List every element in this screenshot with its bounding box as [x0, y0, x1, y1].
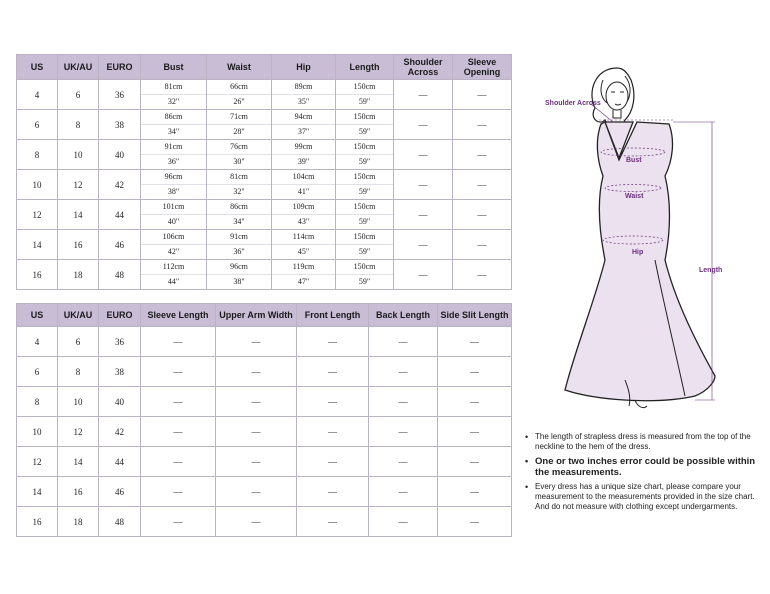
cell-bust-cm: 86cm: [141, 110, 206, 125]
dress-measurement-diagram: [525, 60, 765, 420]
cell-bust: [141, 260, 207, 290]
cell-hip: [272, 230, 336, 260]
cell-sleeve-opening: —: [453, 170, 512, 200]
cell-uk-au: 8: [58, 357, 99, 387]
waist-label: Waist: [625, 193, 644, 200]
cell-us: 6: [17, 110, 58, 140]
cell-back-length: —: [369, 327, 438, 357]
cell-hip-cm: 109cm: [272, 200, 335, 215]
cell-euro: 40: [99, 140, 141, 170]
cell-length: [336, 80, 394, 110]
table-row: [17, 170, 512, 200]
table-row: [17, 327, 512, 357]
cell-bust: [141, 110, 207, 140]
cell-waist: [207, 230, 272, 260]
cell-waist: [207, 260, 272, 290]
cell-euro: 46: [99, 477, 141, 507]
cell-bust-cm: 112cm: [141, 260, 206, 275]
cell-shoulder-across: —: [394, 140, 453, 170]
header-uk-au: UK/AU: [58, 304, 99, 327]
cell-waist-cm: 66cm: [207, 80, 271, 95]
cell-euro: 46: [99, 230, 141, 260]
cell-bust: [141, 80, 207, 110]
cell-hip: [272, 260, 336, 290]
cell-bust: [141, 200, 207, 230]
cell-waist-inch: 30": [233, 157, 245, 166]
dress-illustration: [525, 60, 765, 420]
header-us: US: [17, 55, 58, 80]
cell-waist-inch: 34": [233, 217, 245, 226]
cell-bust-inch: 44": [167, 277, 180, 286]
header-waist: Waist: [207, 55, 272, 80]
cell-bust-inch: 38": [167, 187, 180, 196]
table-row: [17, 140, 512, 170]
size-measurements-table: [16, 54, 512, 290]
cell-bust: [141, 230, 207, 260]
cell-uk-au: 18: [58, 260, 99, 290]
table-row: [17, 387, 512, 417]
cell-back-length: —: [369, 477, 438, 507]
cell-waist-cm: 71cm: [207, 110, 271, 125]
cell-waist-cm: 96cm: [207, 260, 271, 275]
table-row: [17, 80, 512, 110]
cell-length-inch: 59": [358, 247, 371, 256]
cell-side-slit-length: —: [438, 477, 512, 507]
cell-bust-cm: 106cm: [141, 230, 206, 245]
cell-waist: [207, 200, 272, 230]
header-uk-au: UK/AU: [58, 55, 99, 80]
cell-front-length: —: [297, 387, 369, 417]
cell-us: 14: [17, 477, 58, 507]
cell-uk-au: 10: [58, 387, 99, 417]
hip-label: Hip: [632, 249, 644, 256]
cell-uk-au: 12: [58, 417, 99, 447]
cell-hip-cm: 94cm: [272, 110, 335, 125]
header-shoulder-across: Shoulder Across: [394, 55, 453, 80]
cell-length-inch: 59": [358, 277, 371, 286]
cell-sleeve-opening: —: [453, 110, 512, 140]
cell-us: 16: [17, 260, 58, 290]
cell-uk-au: 14: [58, 447, 99, 477]
cell-waist-cm: 86cm: [207, 200, 271, 215]
cell-us: 8: [17, 140, 58, 170]
cell-bust-inch: 36": [167, 157, 180, 166]
cell-euro: 48: [99, 507, 141, 537]
cell-waist-inch: 26": [233, 97, 245, 106]
cell-sleeve-length: —: [141, 357, 216, 387]
header-us: US: [17, 304, 58, 327]
cell-shoulder-across: —: [394, 80, 453, 110]
cell-length-inch: 59": [358, 217, 371, 226]
cell-length-inch: 59": [358, 97, 371, 106]
cell-sleeve-length: —: [141, 387, 216, 417]
table-row: [17, 357, 512, 387]
cell-length-cm: 150cm: [336, 230, 393, 245]
cell-upper-arm-width: —: [216, 417, 297, 447]
cell-upper-arm-width: —: [216, 327, 297, 357]
cell-side-slit-length: —: [438, 447, 512, 477]
cell-us: 16: [17, 507, 58, 537]
cell-hip-inch: 43": [297, 217, 310, 226]
header-hip: Hip: [272, 55, 336, 80]
cell-upper-arm-width: —: [216, 477, 297, 507]
cell-sleeve-length: —: [141, 417, 216, 447]
cell-front-length: —: [297, 417, 369, 447]
cell-shoulder-across: —: [394, 230, 453, 260]
cell-bust-cm: 91cm: [141, 140, 206, 155]
cell-sleeve-opening: —: [453, 230, 512, 260]
cell-waist: [207, 140, 272, 170]
cell-bust-cm: 81cm: [141, 80, 206, 95]
cell-waist-inch: 38": [233, 277, 245, 286]
cell-length: [336, 200, 394, 230]
cell-euro: 48: [99, 260, 141, 290]
cell-uk-au: 10: [58, 140, 99, 170]
cell-back-length: —: [369, 447, 438, 477]
cell-bust-inch: 42": [167, 247, 180, 256]
cell-hip: [272, 140, 336, 170]
cell-us: 4: [17, 80, 58, 110]
table-row: [17, 417, 512, 447]
cell-waist-cm: 76cm: [207, 140, 271, 155]
length-label: Length: [699, 267, 723, 274]
header-front-length: Front Length: [297, 304, 369, 327]
header-sleeve-opening: Sleeve Opening: [453, 55, 512, 80]
table-row: [17, 260, 512, 290]
cell-hip-cm: 114cm: [272, 230, 335, 245]
cell-length: [336, 170, 394, 200]
cell-length-inch: 59": [358, 127, 371, 136]
cell-bust-cm: 101cm: [141, 200, 206, 215]
cell-front-length: —: [297, 447, 369, 477]
cell-sleeve-length: —: [141, 507, 216, 537]
cell-shoulder-across: —: [394, 200, 453, 230]
header-side-slit-length: Side Slit Length: [438, 304, 512, 327]
cell-euro: 42: [99, 170, 141, 200]
cell-us: 6: [17, 357, 58, 387]
cell-bust-inch: 32": [167, 97, 180, 106]
cell-back-length: —: [369, 507, 438, 537]
cell-uk-au: 8: [58, 110, 99, 140]
cell-us: 12: [17, 200, 58, 230]
cell-euro: 36: [99, 80, 141, 110]
table-row: [17, 477, 512, 507]
cell-front-length: —: [297, 357, 369, 387]
cell-waist: [207, 80, 272, 110]
note-error-margin: • One or two inches error could be possible within the measurements.: [525, 456, 760, 478]
header-upper-arm-width: Upper Arm Width: [216, 304, 297, 327]
cell-uk-au: 16: [58, 230, 99, 260]
cell-waist-cm: 81cm: [207, 170, 271, 185]
cell-sleeve-opening: —: [453, 200, 512, 230]
cell-sleeve-opening: —: [453, 80, 512, 110]
additional-measurements-table: [16, 303, 512, 537]
cell-sleeve-length: —: [141, 327, 216, 357]
cell-sleeve-opening: —: [453, 260, 512, 290]
cell-hip: [272, 170, 336, 200]
cell-euro: 38: [99, 357, 141, 387]
cell-euro: 40: [99, 387, 141, 417]
cell-bust: [141, 140, 207, 170]
header-length: Length: [336, 55, 394, 80]
cell-us: 8: [17, 387, 58, 417]
cell-length-cm: 150cm: [336, 110, 393, 125]
cell-hip-inch: 39": [297, 157, 310, 166]
cell-side-slit-length: —: [438, 417, 512, 447]
cell-hip-cm: 89cm: [272, 80, 335, 95]
cell-us: 10: [17, 417, 58, 447]
cell-waist: [207, 110, 272, 140]
cell-shoulder-across: —: [394, 260, 453, 290]
cell-bust: [141, 170, 207, 200]
cell-side-slit-length: —: [438, 387, 512, 417]
cell-us: 10: [17, 170, 58, 200]
cell-back-length: —: [369, 417, 438, 447]
cell-uk-au: 16: [58, 477, 99, 507]
cell-front-length: —: [297, 477, 369, 507]
cell-length: [336, 230, 394, 260]
cell-us: 4: [17, 327, 58, 357]
cell-length-cm: 150cm: [336, 260, 393, 275]
cell-side-slit-length: —: [438, 327, 512, 357]
cell-us: 12: [17, 447, 58, 477]
cell-length-cm: 150cm: [336, 200, 393, 215]
cell-hip-inch: 47": [297, 277, 310, 286]
cell-hip-inch: 35": [297, 97, 310, 106]
cell-bust-cm: 96cm: [141, 170, 206, 185]
cell-euro: 38: [99, 110, 141, 140]
cell-back-length: —: [369, 387, 438, 417]
cell-length-cm: 150cm: [336, 80, 393, 95]
cell-front-length: —: [297, 327, 369, 357]
cell-side-slit-length: —: [438, 507, 512, 537]
cell-shoulder-across: —: [394, 170, 453, 200]
cell-sleeve-length: —: [141, 447, 216, 477]
cell-hip: [272, 80, 336, 110]
cell-us: 14: [17, 230, 58, 260]
cell-hip-inch: 41": [297, 187, 310, 196]
cell-waist-cm: 91cm: [207, 230, 271, 245]
cell-front-length: —: [297, 507, 369, 537]
cell-length: [336, 260, 394, 290]
cell-hip-cm: 104cm: [272, 170, 335, 185]
note-strapless-length: • The length of strapless dress is measured from the top of the neckline to the hem of the dress.: [525, 432, 760, 452]
cell-length: [336, 140, 394, 170]
table-header-row: [17, 55, 512, 80]
cell-waist-inch: 32": [233, 187, 245, 196]
cell-euro: 36: [99, 327, 141, 357]
cell-length-cm: 150cm: [336, 170, 393, 185]
note-unique-chart: • Every dress has a unique size chart, please compare your measurement to the measurements provided in the size chart. And do not measure with clothing except undergarments.: [525, 482, 760, 512]
cell-upper-arm-width: —: [216, 447, 297, 477]
header-bust: Bust: [141, 55, 207, 80]
cell-shoulder-across: —: [394, 110, 453, 140]
bust-label: Bust: [626, 157, 642, 164]
cell-hip-inch: 37": [297, 127, 310, 136]
cell-waist-inch: 28": [233, 127, 245, 136]
shoulder-across-label: Shoulder Across: [545, 100, 601, 107]
table-row: [17, 507, 512, 537]
cell-side-slit-length: —: [438, 357, 512, 387]
table-header-row: [17, 304, 512, 327]
cell-upper-arm-width: —: [216, 387, 297, 417]
cell-hip-inch: 45": [297, 247, 310, 256]
cell-length-inch: 59": [358, 157, 371, 166]
cell-upper-arm-width: —: [216, 357, 297, 387]
cell-hip: [272, 200, 336, 230]
cell-uk-au: 14: [58, 200, 99, 230]
cell-uk-au: 12: [58, 170, 99, 200]
header-euro: EURO: [99, 304, 141, 327]
cell-euro: 44: [99, 447, 141, 477]
cell-length-inch: 59": [358, 187, 371, 196]
face-shape: [606, 82, 628, 110]
cell-bust-inch: 34": [167, 127, 180, 136]
measurement-notes: [525, 432, 760, 516]
table-row: [17, 200, 512, 230]
cell-back-length: —: [369, 357, 438, 387]
cell-length: [336, 110, 394, 140]
cell-sleeve-length: —: [141, 477, 216, 507]
table-row: [17, 110, 512, 140]
header-sleeve-length: Sleeve Length: [141, 304, 216, 327]
cell-waist: [207, 170, 272, 200]
cell-hip-cm: 99cm: [272, 140, 335, 155]
cell-euro: 42: [99, 417, 141, 447]
cell-hip: [272, 110, 336, 140]
cell-uk-au: 6: [58, 327, 99, 357]
cell-waist-inch: 36": [233, 247, 245, 256]
table-row: [17, 230, 512, 260]
table-row: [17, 447, 512, 477]
cell-uk-au: 6: [58, 80, 99, 110]
cell-euro: 44: [99, 200, 141, 230]
cell-uk-au: 18: [58, 507, 99, 537]
cell-length-cm: 150cm: [336, 140, 393, 155]
cell-bust-inch: 40": [167, 217, 180, 226]
cell-hip-cm: 119cm: [272, 260, 335, 275]
cell-upper-arm-width: —: [216, 507, 297, 537]
header-back-length: Back Length: [369, 304, 438, 327]
header-euro: EURO: [99, 55, 141, 80]
cell-sleeve-opening: —: [453, 140, 512, 170]
